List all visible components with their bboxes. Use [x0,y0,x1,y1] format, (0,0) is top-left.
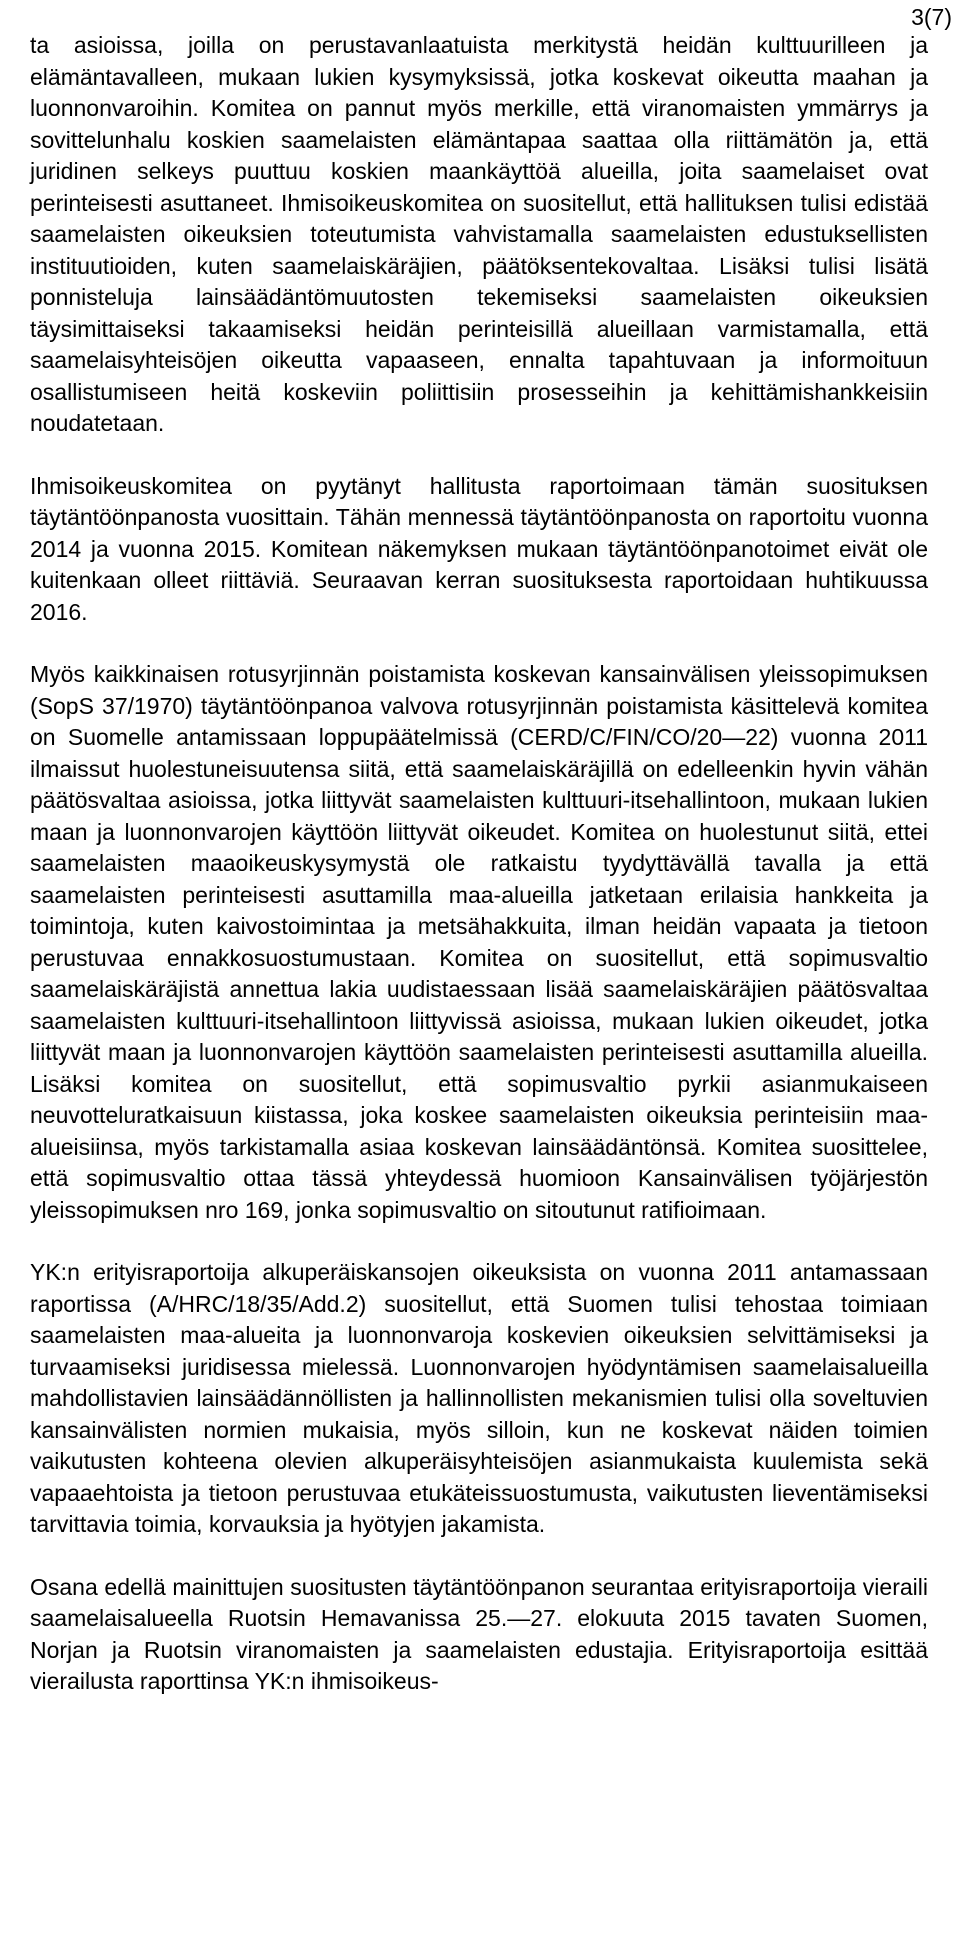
paragraph-sami-rights-human-rights-committee: ta asioissa, joilla on perustavanlaatuista merkitystä heidän kulttuurilleen ja elämäntavalleen, mukaan lukien kysymyksissä, jotka koskevat oikeutta maahan ja luonnonvaroihin. Komitea on pannut myös merkille, että viranomaisten ymmärrys ja sovittelunhalu koskien saamelaisten elämäntapaa saattaa olla riittämätön ja, että juridinen selkeys puuttuu koskien maankäyttöä alueilla, joita saamelaiset ovat perinteisesti asuttaneet. Ihmisoikeuskomitea on suositellut, että hallituksen tulisi edistää saamelaisten oikeuksien toteutumista vahvistamalla saamelaisten edustuksellisten instituutioiden, kuten saamelaiskäräjien, päätöksentekovaltaa. Lisäksi tulisi lisätä ponnisteluja lainsäädäntömuutosten tekemiseksi saamelaisten oikeuksien täysimittaiseksi takaamiseksi heidän perinteisillä alueillaan varmistamalla, että saamelaisyhteisöjen oikeutta vapaaseen, ennalta tapahtuvaan ja informoituun osallistumiseen heitä koskeviin poliittisiin prosesseihin ja kehittämishankkeisiin noudatetaan. [30,32,928,436]
paragraph-cerd-committee: Myös kaikkinaisen rotusyrjinnän poistamista koskevan kansainvälisen yleissopimuksen (SopS 37/1970) täytäntöönpanoa valvova rotusyrjinnän poistamista käsittelevä komitea on Suomelle antamissaan loppupäätelmissä (CERD/C/FIN/CO/20—22) vuonna 2011 ilmaissut huolestuneisuutensa siitä, että saamelaiskäräjillä on edelleenkin hyvin vähän päätösvaltaa asioissa, jotka liittyvät saamelaisten kulttuuri-itsehallintoon, mukaan lukien maan ja luonnonvarojen käyttöön liittyvät oikeudet. Komitea on huolestunut siitä, ettei saamelaisten maaoikeuskysymystä ole ratkaistu tyydyttävällä tavalla ja että saamelaisten perinteisesti asuttamilla maa-alueilla jatketaan erilaisia hankkeita ja toimintoja, kuten kaivostoimintaa ja metsähakkuita, ilman heidän vapaata ja tietoon perustuvaa ennakkosuostumustaan. Komitea on suositellut, että sopimusvaltio saamelaiskäräjistä annettua lakia uudistaessaan lisää saamelaiskäräjien päätösvaltaa saamelaisten kulttuuri-itsehallintoon liittyvissä asioissa, mukaan lukien oikeudet, jotka liittyvät maan ja luonnonvarojen käyttöön saamelaisten perinteisesti asuttamilla alueilla. Lisäksi komitea on suositellut, että sopimusvaltio pyrkii asianmukaiseen neuvotteluratkaisuun kiistassa, joka koskee saamelaisten oikeuksia perinteisiin maa-alueisiinsa, myös tarkistamalla asiaa koskevan lainsäädäntönsä. Komitea suosittelee, että sopimusvaltio ottaa tässä yhteydessä huomioon Kansainvälisen työjärjestön yleissopimuksen nro 169, jonka sopimusvaltio on sitoutunut ratifioimaan. [30,661,928,1223]
page-number: 3(7) [911,4,952,30]
paragraph-reporting-on-recommendation: Ihmisoikeuskomitea on pyytänyt hallitusta raportoimaan tämän suosituksen täytäntöönpanosta vuosittain. Tähän mennessä täytäntöönpanosta on raportoitu vuonna 2014 ja vuonna 2015. Komitean näkemyksen mukaan täytäntöönpanotoimet eivät ole kuitenkaan olleet riittäviä. Seuraavan kerran suosituksesta raportoidaan huhtikuussa 2016. [30,472,928,625]
document-body [30,30,928,1698]
paragraph-hemavan-visit: Osana edellä mainittujen suositusten täytäntöönpanon seurantaa erityisraportoija vieraili saamelaisalueella Ruotsin Hemavanissa 25.—27. elokuuta 2015 tavaten Suomen, Norjan ja Ruotsin viranomaisten ja saamelaisten edustajia. Erityisraportoija esittää vierailusta raporttinsa YK:n ihmisoikeus- [30,1573,928,1694]
paragraph-special-rapporteur-report: YK:n erityisraportoija alkuperäiskansojen oikeuksista on vuonna 2011 antamassaan raportissa (A/HRC/18/35/Add.2) suositellut, että Suomen tulisi tehostaa toimiaan saamelaisten maa-alueita ja luonnonvaroja koskevien oikeuksien selvittämiseksi ja turvaamiseksi juridisessa mielessä. Luonnonvarojen hyödyntämisen saamelaisalueilla mahdollistavien lainsäädännöllisten ja hallinnollisten mekanismien tulisi olla soveltuvien kansainvälisten normien mukaisia, myös silloin, kun ne koskevat näiden toimien vaikutusten kohteena olevien alkuperäisyhteisöjen asianmukaista kuulemista sekä vapaaehtoista ja tietoon perustuvaa etukäteissuostumusta, vaikutusten lieventämiseksi tarvittavia toimia, korvauksia ja hyötyjen jakamista. [30,1259,928,1537]
